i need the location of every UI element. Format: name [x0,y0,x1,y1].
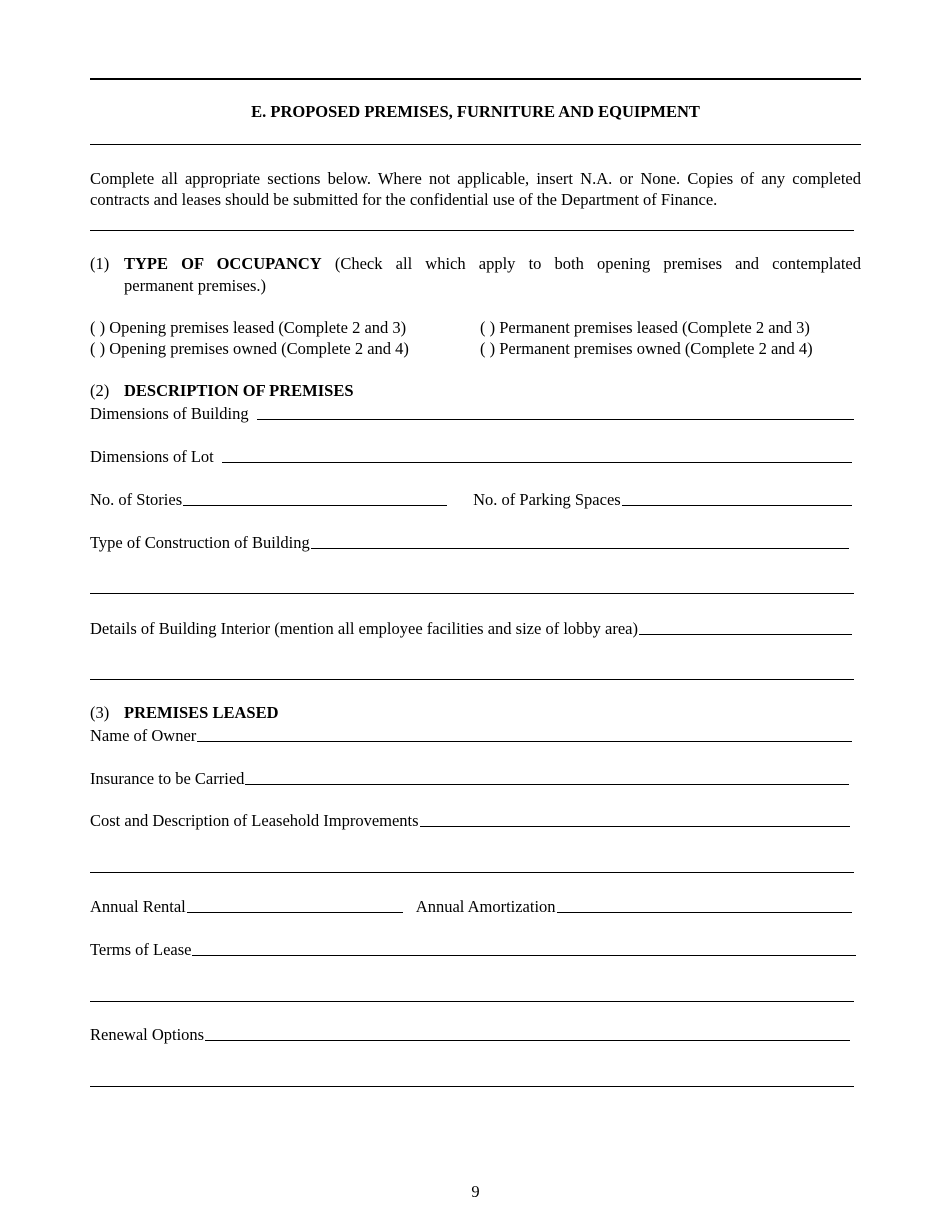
instructions: Complete all appropriate sections below. Where not applicable, insert N.A. or None. Copies of any completed contracts and leases should be submitted for the confidential use of the Department of Finance. [90,169,861,209]
interior-field[interactable] [639,634,852,635]
renewal-field[interactable] [205,1040,850,1041]
dimensions-lot-row [90,445,852,467]
terms-label: Terms of Lease [90,940,192,959]
checkbox-opening-owned[interactable]: ( ) Opening premises owned (Complete 2 and 4) [90,339,409,358]
parking-label: No. of Parking Spaces [473,490,621,509]
checkbox-permanent-owned[interactable]: ( ) Permanent premises owned (Complete 2 and 4) [480,339,813,358]
occupancy-section [90,253,861,297]
insurance-label: Insurance to be Carried [90,769,245,788]
construction-field[interactable] [311,548,849,549]
interior-label: Details of Building Interior (mention all employee facilities and size of lobby area) [90,619,638,638]
insurance-field[interactable] [245,784,849,785]
interior-field-cont[interactable] [90,679,854,680]
improvements-field-cont[interactable] [90,872,854,873]
dimensions-building-row [90,402,854,424]
stories-field[interactable] [183,505,447,506]
dimensions-lot-field[interactable] [222,462,852,463]
title-underline [90,144,861,145]
owner-field[interactable] [197,741,852,742]
dimensions-building-field[interactable] [257,419,854,420]
description-heading-row [90,381,354,401]
form-page [90,0,861,1230]
annual-rental-field[interactable] [187,912,403,913]
terms-row [90,938,856,960]
page-number: 9 [471,1182,480,1201]
annual-amortization-label: Annual Amortization [415,897,556,916]
leased-heading-row [90,703,279,723]
terms-field-cont[interactable] [90,1001,854,1002]
renewal-label: Renewal Options [90,1025,205,1044]
occupancy-note: (Check all which apply to both opening premises and contemplated [334,254,861,273]
renewal-field-cont[interactable] [90,1086,854,1087]
annual-amortization-field[interactable] [557,912,852,913]
dimensions-lot-label: Dimensions of Lot [90,447,214,466]
construction-row [90,531,849,553]
description-number: (2) [90,381,110,400]
construction-label: Type of Construction of Building [90,533,310,552]
checkbox-permanent-leased[interactable]: ( ) Permanent premises leased (Complete 2 and 3) [480,318,810,337]
interior-row [90,617,852,639]
improvements-field[interactable] [420,826,850,827]
annual-rental-label: Annual Rental [90,897,186,916]
occupancy-heading: TYPE OF OCCUPANCY [124,254,322,273]
owner-row [90,724,852,746]
improvements-row [90,809,850,831]
renewal-row [90,1023,850,1045]
parking-field[interactable] [622,505,852,506]
owner-label: Name of Owner [90,726,197,745]
checkbox-opening-leased[interactable]: ( ) Opening premises leased (Complete 2 and 3) [90,318,407,337]
occupancy-note-cont: permanent premises.) [124,276,267,295]
stories-label: No. of Stories [90,490,183,509]
terms-field[interactable] [192,955,856,956]
dimensions-building-label: Dimensions of Building [90,404,249,423]
occupancy-number: (1) [90,254,110,273]
section-title: E. PROPOSED PREMISES, FURNITURE AND EQUIPMENT [251,102,700,121]
top-rule [90,78,861,80]
insurance-row [90,767,849,789]
construction-field-cont[interactable] [90,593,854,594]
description-heading: DESCRIPTION OF PREMISES [124,381,354,400]
improvements-label: Cost and Description of Leasehold Improvements [90,811,419,830]
stories-parking-row [90,488,852,510]
leased-heading: PREMISES LEASED [124,703,279,722]
intro-separator [90,230,854,231]
leased-number: (3) [90,703,110,722]
rental-amortization-row [90,895,852,917]
